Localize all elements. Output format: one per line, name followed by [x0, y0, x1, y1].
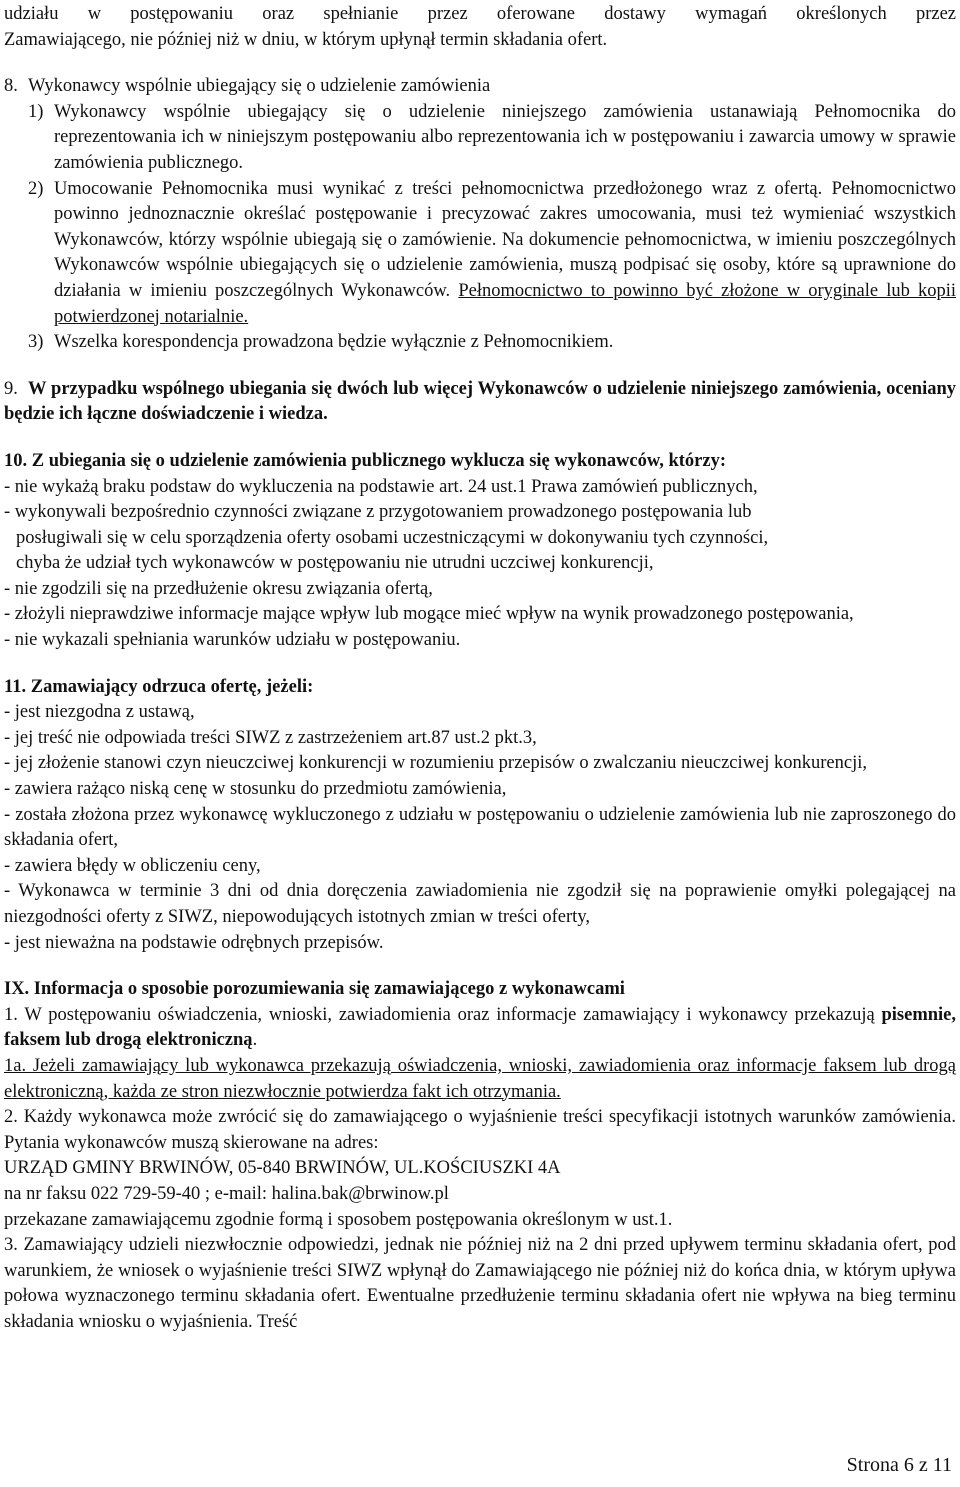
list-item: - jest niezgodna z ustawą,: [4, 702, 195, 723]
section-IX-paragraph-3: 3. Zamawiający udzieli niezwłocznie odpowiedzi, jednak nie później niż na 2 dni przed upływem terminu składania ofert, pod warunkiem, że wniosek o wyjaśnienie treści SIWZ wpłynął do Zamawiającego nie później niż do końca dnia, w którym upływa połowa wyznaczonego terminu składania ofert. Ewentualne przedłużenie terminu składania ofert nie wpływa na bieg terminu składania wniosku o wyjaśnienia. Treść: [4, 1235, 956, 1332]
section-9-text: W przypadku wspólnego ubiegania się dwóch lub więcej Wykonawców o udzielenie niniejszego zamówienia, oceniany będzie ich łączne doświadczenie i wiedza.: [4, 378, 956, 425]
list-item: - nie zgodzili się na przedłużenie okresu związania ofertą,: [4, 578, 433, 599]
paragraph-text: 1. W postępowaniu oświadczenia, wnioski, zawiadomienia oraz informacje zamawiający i wykonawcy przekazują: [4, 1004, 875, 1025]
item-text-wrap: [54, 177, 956, 331]
section-8-heading: [4, 74, 956, 100]
section-8: [4, 74, 956, 356]
section-IX-paragraph-2: 2. Każdy wykonawca może zwrócić się do zamawiającego o wyjaśnienie treści specyfikacji istotnych warunków zamówienia. Pytania wykonawców muszą skierowane na adres:: [4, 1107, 956, 1153]
section-10: [4, 449, 956, 654]
section-11-title: Zamawiający odrzuca ofertę, jeżeli:: [30, 676, 314, 697]
list-item: - jej złożenie stanowi czyn nieuczciwej konkurencji w rozumieniu przepisów o zwalczaniu nieuczciwej konkurencji,: [4, 753, 867, 774]
section-IX-paragraph-1: [4, 1003, 956, 1054]
section-10-heading: [4, 449, 956, 475]
list-item: - wykonywali bezpośrednio czynności związane z przygotowaniem prowadzonego postępowania lub: [4, 502, 752, 523]
section-11: [4, 675, 956, 957]
item-text: Umocowanie Pełnomocnika musi wynikać z treści pełnomocnictwa przedłożonego wraz z ofertą. Pełnomocnictwo powinno jednoznacznie określać postępowanie i precyzować zakres umocowania, musi też wymieniać wszystkich Wykonawców, którzy wspólnie ubiegają się o zamówienie. Na dokumencie pełnomocnictwa, w imieniu poszczególnych Wykonawców wspólnie ubiegających się o udzielenie zamówienia, muszą podpisać się osoby, które są uprawnione do działania w imieniu poszczególnych Wykonawców.: [54, 178, 956, 301]
intro-line-1: udziału w postępowaniu oraz spełnianie przez oferowane dostawy wymagań określonych przez: [4, 4, 956, 24]
section-8-item-3: [4, 330, 956, 356]
section-IX-paragraph-2-end: przekazane zamawiającemu zgodnie formą i sposobem postępowania określonym w ust.1.: [4, 1209, 673, 1230]
section-IX: [4, 977, 956, 1335]
list-item: - zawiera rażąco niską cenę w stosunku do przedmiotu zamówienia,: [4, 779, 507, 800]
section-9-number: 9.: [4, 378, 18, 399]
list-item: - jej treść nie odpowiada treści SIWZ z zastrzeżeniem art.87 ust.2 pkt.3,: [4, 727, 537, 748]
section-10-title: Z ubiegania się o udzielenie zamówienia publicznego wyklucza się wykonawców, którzy:: [31, 450, 727, 471]
item-underlined-text: Pełnomocnictwo to powinno być złożone w oryginale lub kopii potwierdzonej notarialnie.: [54, 280, 957, 327]
item-number: 3): [28, 332, 44, 353]
item-text: Wszelka korespondencja prowadzona będzie wyłącznie z Pełnomocnikiem.: [54, 332, 614, 353]
paragraph-underlined-text: 1a. Jeżeli zamawiający lub wykonawca przekazują oświadczenia, wnioski, zawiadomienia oraz informacje faksem lub drogą elektroniczną, każda ze stron niezwłocznie potwierdza fakt ich otrzymania.: [4, 1055, 956, 1102]
address-line-1: URZĄD GMINY BRWINÓW, 05-840 BRWINÓW, UL.KOŚCIUSZKI 4A: [4, 1158, 561, 1179]
page-number: Strona 6 z 11: [846, 1454, 952, 1476]
intro-line-2: Zamawiającego, nie później niż w dniu, w którym upłynął termin składania ofert.: [4, 29, 608, 50]
section-8-title: Wykonawcy wspólnie ubiegający się o udzielenie zamówienia: [28, 76, 491, 97]
list-item-continuation: chyba że udział tych wykonawców w postępowaniu nie utrudni uczciwej konkurencji,: [16, 553, 654, 574]
section-IX-heading: [4, 977, 956, 1003]
list-item: - nie wykażą braku podstaw do wykluczenia na podstawie art. 24 ust.1 Prawa zamówień publicznych,: [4, 476, 758, 497]
list-item: - została złożona przez wykonawcę wykluczonego z udziału w postępowaniu o udzielenie zamówienia lub nie zaproszonego do składania ofert,: [4, 804, 956, 851]
section-11-number: 11.: [4, 676, 27, 697]
item-number: 2): [28, 178, 44, 199]
list-item: - jest nieważna na podstawie odrębnych przepisów.: [4, 932, 384, 953]
section-11-heading: [4, 675, 956, 701]
item-text: Wykonawcy wspólnie ubiegający się o udzielenie niniejszego zamówienia ustanawiają Pełnomocnika do reprezentowania ich w niniejszym postępowaniu albo reprezentowania ich w postępowaniu i zawarcia umowy w sprawie zamówienia publicznego.: [54, 101, 956, 173]
section-10-number: 10.: [4, 450, 28, 471]
list-item: - złożyli nieprawdziwe informacje mające wpływ lub mogące mieć wpływ na wynik prowadzonego postępowania,: [4, 604, 854, 625]
paragraph-bold-text: pisemnie, faksem lub drogą elektroniczną: [4, 1004, 956, 1051]
list-item: - Wykonawca w terminie 3 dni od dnia doręczenia zawiadomienia nie zgodził się na poprawienie omyłki polegającej na niezgodności oferty z SIWZ, niepowodujących istotnych zmian w treści oferty,: [4, 881, 956, 927]
list-item-continuation: posługiwali się w celu sporządzenia oferty osobami uczestniczącymi w dokonywaniu tych czynności,: [16, 527, 769, 548]
list-item: - nie wykazali spełniania warunków udziału w postępowaniu.: [4, 630, 461, 651]
list-item: - zawiera błędy w obliczeniu ceny,: [4, 855, 261, 876]
section-8-number: 8.: [4, 76, 18, 97]
section-9: [4, 377, 956, 428]
section-8-item-1: [4, 100, 956, 177]
address-line-2: na nr faksu 022 729-59-40 ; e-mail: halina.bak@brwinow.pl: [4, 1183, 449, 1204]
section-8-item-2: [4, 177, 956, 331]
paragraph-end: .: [252, 1030, 258, 1051]
document-page: [4, 2, 956, 1336]
section-IX-paragraph-1a: [4, 1054, 956, 1105]
item-number: 1): [28, 101, 44, 122]
section-IX-title: IX. Informacja o sposobie porozumiewania się zamawiającego z wykonawcami: [4, 979, 625, 1000]
